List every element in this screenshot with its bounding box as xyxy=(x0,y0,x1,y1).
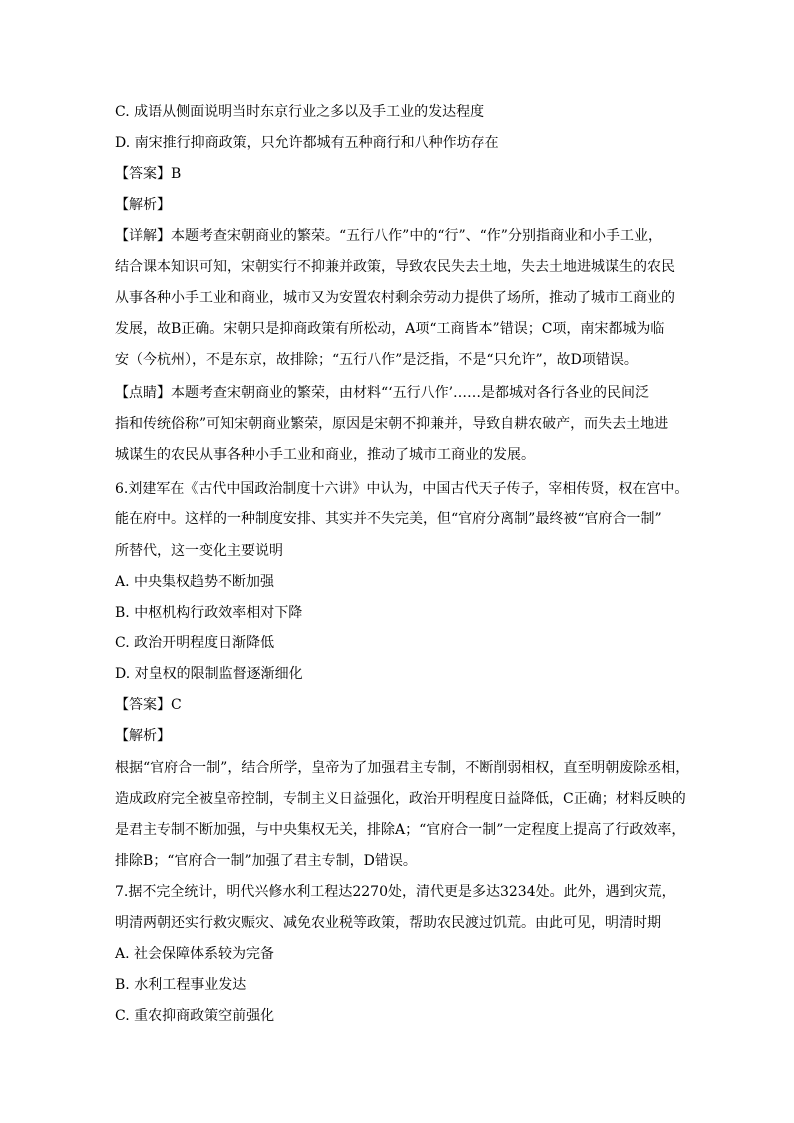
q6-analysis-line-3: 是君主专制不断加强，与中央集权无关，排除A；“官府合一制”一定程度上提高了行政效率， xyxy=(115,822,686,838)
q6-answer-label: 【答案】C xyxy=(115,697,182,713)
q7-option-a: A. 社会保障体系较为完备 xyxy=(115,946,275,962)
detail-line-2: 结合课本知识可知，宋朝实行不抑兼并政策，导致农民失去土地，失去土地进城谋生的农民 xyxy=(115,259,675,275)
q6-analysis-label: 【解析】 xyxy=(115,728,171,744)
q6-option-b: B. 中枢机构行政效率相对下降 xyxy=(115,605,303,621)
question-6-line-3: 所替代，这一变化主要说明 xyxy=(115,543,283,559)
detail-line-3: 从事各种小手工业和商业，城市又为安置农村剩余劳动力提供了场所，推动了城市工商业的 xyxy=(115,290,675,306)
q7-option-b: B. 水利工程事业发达 xyxy=(115,977,247,993)
analysis-label: 【解析】 xyxy=(115,197,171,213)
detail-line-4: 发展，故B正确。宋朝只是抑商政策有所松动，A项“工商皆本”错误；C项，南宋都城为临 xyxy=(115,321,665,337)
q6-option-c: C. 政治开明程度日渐降低 xyxy=(115,635,275,651)
question-7-line-1: 7.据不完全统计，明代兴修水利工程达2270处，清代更是多达3234处。此外，遇到灾荒， xyxy=(115,884,676,900)
question-7-line-2: 明清两朝还实行救灾赈灾、减免农业税等政策，帮助农民渡过饥荒。由此可见，明清时期 xyxy=(115,915,661,931)
q6-analysis-line-4: 排除B；“官府合一制”加强了君主专制，D错误。 xyxy=(115,853,417,869)
detail-line-5: 安（今杭州），不是东京，故排除；“五行八作”是泛指，不是“只允许”，故D项错误。 xyxy=(115,352,638,368)
question-6-line-2: 能在府中。这样的一种制度安排、其实并不失完美，但“官府分离制”最终被“官府合一制” xyxy=(115,511,662,527)
q6-option-d: D. 对皇权的限制监督逐渐细化 xyxy=(115,666,303,682)
q6-analysis-line-1: 根据“官府合一制”，结合所学，皇帝为了加强君主专制，不断削弱相权，直至明朝废除丞相， xyxy=(115,760,690,776)
option-c: C. 成语从侧面说明当时东京行业之多以及手工业的发达程度 xyxy=(115,104,485,120)
q7-option-c: C. 重农抑商政策空前强化 xyxy=(115,1008,275,1024)
tip-line-1: 【点睛】本题考查宋朝商业的繁荣，由材料“‘五行八作’……是都城对各行各业的民间泛 xyxy=(115,385,650,401)
tip-line-2: 指和传统俗称”可知宋朝商业繁荣，原因是宋朝不抑兼并，导致自耕农破产，而失去土地进 xyxy=(115,416,669,432)
answer-label: 【答案】B xyxy=(115,166,182,182)
tip-line-3: 城谋生的农民从事各种小手工业和商业，推动了城市工商业的发展。 xyxy=(115,447,535,463)
q6-analysis-line-2: 造成政府完全被皇帝控制，专制主义日益强化，政治开明程度日益降低，C正确；材料反映的 xyxy=(115,791,686,807)
detail-line-1: 【详解】本题考查宋朝商业的繁荣。“五行八作”中的“行”、“作”分别指商业和小手工业， xyxy=(115,228,662,244)
question-6-line-1: 6.刘建军在《古代中国政治制度十六讲》中认为，中国古代天子传子，宰相传贤，权在宫中。 xyxy=(115,481,689,497)
option-d: D. 南宋推行抑商政策，只允许都城有五种商行和八种作坊存在 xyxy=(115,135,499,151)
q6-option-a: A. 中央集权趋势不断加强 xyxy=(115,574,275,590)
